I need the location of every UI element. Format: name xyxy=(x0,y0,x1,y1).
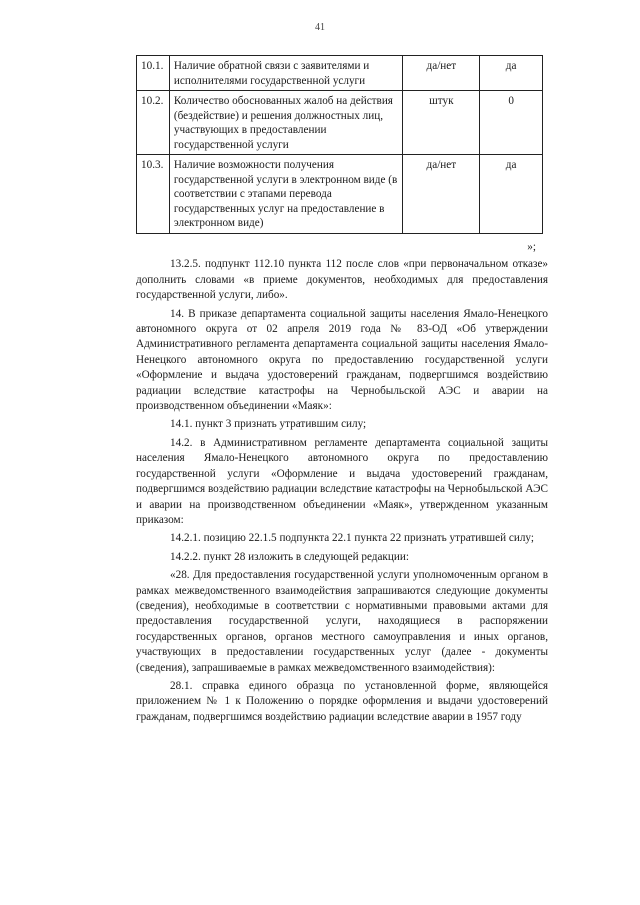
row-number: 10.3. xyxy=(137,155,170,234)
table-row xyxy=(137,56,543,91)
indicators-table xyxy=(136,55,543,234)
unit-of-measure: штук xyxy=(403,91,480,155)
paragraph-13-2-5: 13.2.5. подпункт 112.10 пункта 112 после слов «при первоначальном отказе» дополнить словами «в приеме документов, необходимых для предоставления государственной услуги, либо». xyxy=(136,258,548,302)
row-number: 10.2. xyxy=(137,91,170,155)
document-body xyxy=(136,240,548,725)
table-closing-quote: »; xyxy=(527,241,536,253)
paragraph-14-2-2: 14.2.2. пункт 28 изложить в следующей редакции: xyxy=(170,550,409,563)
indicator-name: Наличие обратной связи с заявителями и исполнителями государственной услуги xyxy=(169,56,403,91)
unit-of-measure: да/нет xyxy=(403,56,480,91)
indicator-name: Количество обоснованных жалоб на действия (бездействие) и решения должностных лиц, участвующих в предоставлении государственной услуги xyxy=(169,91,403,155)
row-number: 10.1. xyxy=(137,56,170,91)
paragraph-28: «28. Для предоставления государственной услуги уполномоченным органом в рамках межведомственного взаимодействия запрашиваются следующие документы (сведения), необходимые в соответствии с нормативными правовыми актами для предоставления государственной услуги, находящиеся в распоряжении государственных органов, органов местного самоуправления и иных органов, участвующих в предоставлении государственных услуг (далее - документы (сведения), запрашиваемые в рамках межведомственного взаимодействия): xyxy=(136,569,548,674)
paragraph-14-2-1: 14.2.1. позицию 22.1.5 подпункта 22.1 пункта 22 признать утратившей силу; xyxy=(170,532,534,545)
paragraph-14-1: 14.1. пункт 3 признать утратившим силу; xyxy=(170,418,367,431)
paragraph-14-2: 14.2. в Административном регламенте департамента социальной защиты населения Ямало-Ненецкого автономного округа по предоставлению государственной услуги «Оформление и выдача удостоверений гражданам, подвергшимся воздействию радиации вследствие катастрофы на Чернобыльской АЭС и аварии на производственном объединении «Маяк», утвержденном указанным приказом: xyxy=(136,436,548,526)
table-row xyxy=(137,155,543,234)
page-number: 41 xyxy=(315,22,325,33)
indicator-name: Наличие возможности получения государственной услуги в электронном виде (в соответствии с этапами перевода государственных услуг на предоставление в электронном виде) xyxy=(169,155,403,234)
table-row xyxy=(137,91,543,155)
indicator-value: да xyxy=(480,56,543,91)
paragraph-28-1: 28.1. справка единого образца по установленной форме, являющейся приложением № 1 к Положению о порядке оформления и выдачи удостоверений гражданам, подвергшимся воздействию радиации вследствие аварии в 1957 году xyxy=(136,679,548,723)
indicator-value: 0 xyxy=(480,91,543,155)
paragraph-14: 14. В приказе департамента социальной защиты населения Ямало-Ненецкого автономного округа от 02 апреля 2019 года № 83-ОД «Об утверждении Административного регламента департамента социальной защиты населения Ямало-Ненецкого автономного округа по предоставлению государственной услуги «Оформление и выдача удостоверений гражданам, подвергшимся воздействию радиации вследствие катастрофы на Чернобыльской АЭС и аварии на производственном объединении «Маяк»: xyxy=(136,307,548,413)
indicator-value: да xyxy=(480,155,543,234)
unit-of-measure: да/нет xyxy=(403,155,480,234)
